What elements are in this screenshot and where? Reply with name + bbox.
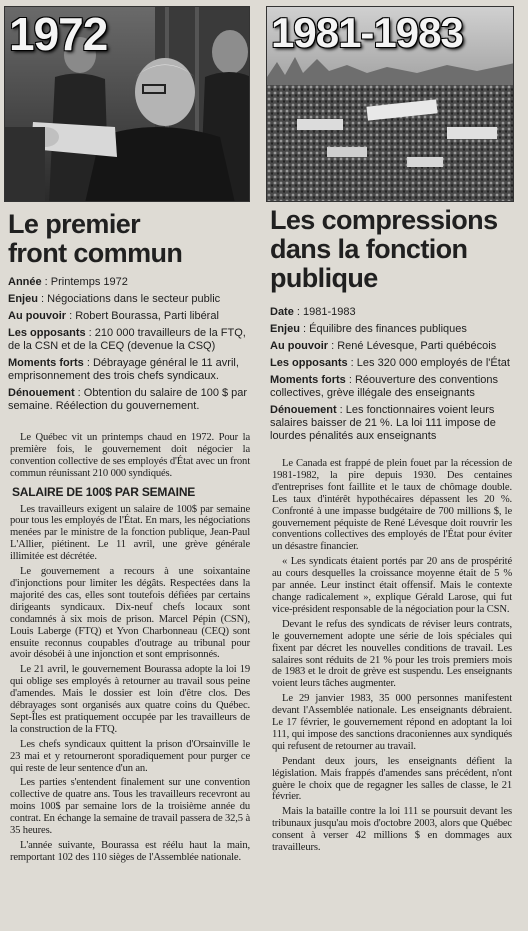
fact-value: Négociations dans le secteur public: [47, 293, 221, 305]
headline-line: Le premier: [8, 209, 141, 239]
headline: [8, 210, 182, 268]
headline-line: publique: [270, 263, 378, 293]
year-label: 1981-1983: [271, 9, 463, 56]
fact-label: Les opposants: [270, 357, 348, 369]
fact-label: Au pouvoir: [8, 310, 67, 322]
fact-row: Au pouvoir : Robert Bourassa, Parti libéral: [8, 310, 219, 322]
fact-row: Année : Printemps 1972: [8, 276, 128, 288]
fact-row: Enjeu : Négociations dans le secteur public: [8, 293, 221, 305]
fact-row: Les opposants : Les 320 000 employés de l'État: [270, 357, 510, 369]
fact-label: Année: [8, 276, 42, 288]
paragraph: Le gouvernement a recours à une soixantaine d'injonctions pour limiter les dégâts. Respectées dans la majorité des cas, elles sont toutefois défiées par certains dirigeants syndicaux. Dix-neuf chefs locaux sont condamnés à six mois de prison. Marcel Pépin (CSN), Louis Laberge (FTQ) et Yvon Charbonneau (CEQ) sont ensuite reconnus coupables d'outrage au tribunal pour avoir désobéi à une injonction et sont emprisonnés.: [10, 566, 250, 661]
fact-value: René Lévesque, Parti québécois: [337, 340, 497, 352]
fact-value: Réouverture des conventions collectives, grève illégale des enseignants: [270, 374, 499, 399]
fact-value: Équilibre des finances publiques: [309, 323, 467, 335]
fact-value: 210 000 travailleurs de la FTQ, de la CSN et de la CEQ (devenue la CSQ): [8, 327, 246, 352]
paragraph: Le 29 janvier 1983, 35 000 personnes manifestent devant l'Assemblée nationale. Les enseignants débraient. Le 17 février, le gouvernement répond en adoptant la loi 111, qui impose des sanctions draconiennes aux syndiqués qui refusent de retourner au travail.: [272, 693, 512, 752]
paragraph: Le 21 avril, le gouvernement Bourassa adopte la loi 19 qui oblige ses employés à retourner au travail sous peine d'amendes. Mais le dossier est loin d'être clos. Des débrayages sont organisés aux quatre coins du Québec. Sept-Îles est pratiquement occupée par les travailleurs de la construction de la FTQ.: [10, 664, 250, 735]
fact-value: 1981-1983: [303, 306, 356, 318]
article-1972: [4, 0, 256, 931]
fact-row: Les opposants : 210 000 travailleurs de la FTQ, de la CSN et de la CEQ (devenue la CSQ): [8, 327, 246, 352]
fact-value: Printemps 1972: [50, 276, 128, 288]
paragraph: Les travailleurs exigent un salaire de 100$ par semaine pour tous les employés de l'État. En mars, les négociations menées par le ministre de la fonction publique, Jean-Paul L'Allier, piétinent. Le 11 avril, une grève générale illimitée est décrétée.: [10, 503, 250, 563]
article-body: [10, 432, 250, 867]
fact-value: Débrayage général le 11 avril, emprisonnement des trois chefs syndicaux.: [8, 357, 239, 382]
year-label: 1972: [9, 8, 108, 60]
fact-label: Enjeu: [270, 323, 300, 335]
photo-1981-1983: [266, 6, 514, 202]
paragraph: Mais la bataille contre la loi 111 se poursuit devant les tribunaux jusqu'au mois d'octobre 2003, alors que Québec consent à verser 42 millions $ en dommages aux travailleurs.: [272, 806, 512, 854]
paragraph: Les chefs syndicaux quittent la prison d'Orsainville le 23 mai et y retourneront sporadiquement pour purger ce qui reste de leur sentence d'un an.: [10, 738, 250, 774]
fact-row: Moments forts : Débrayage général le 11 avril, emprisonnement des trois chefs syndicaux.: [8, 357, 239, 382]
fact-label: Dénouement: [8, 387, 75, 399]
subheading: SALAIRE DE 100$ PAR SEMAINE: [12, 484, 196, 499]
fact-row: Moments forts : Réouverture des conventions collectives, grève illégale des enseignants: [270, 374, 499, 399]
fact-label: Moments forts: [8, 357, 84, 369]
fact-value: Les 320 000 employés de l'État: [356, 357, 510, 369]
fact-value: Robert Bourassa, Parti libéral: [75, 310, 219, 322]
fact-box: [270, 306, 516, 447]
fact-value: Obtention du salaire de 100 $ par semaine. Réélection du gouvernement.: [8, 387, 248, 412]
fact-label: Au pouvoir: [270, 340, 329, 352]
fact-row: Au pouvoir : René Lévesque, Parti québécois: [270, 340, 497, 352]
fact-row: Enjeu : Équilibre des finances publiques: [270, 323, 467, 335]
fact-box: [8, 276, 254, 417]
article-body: [272, 458, 512, 857]
paragraph: L'année suivante, Bourassa est réélu haut la main, remportant 102 des 110 sièges de l'Assemblée nationale.: [10, 840, 250, 863]
fact-label: Enjeu: [8, 293, 38, 305]
fact-label: Moments forts: [270, 374, 346, 386]
paragraph: Pendant deux jours, les enseignants défient la législation. Mais frappés d'amendes sans précédent, n'ont guère le choix que de regagner les salles de classe, le 21 février.: [272, 755, 512, 803]
photo-1972: [4, 6, 250, 202]
headline-line: dans la fonction: [270, 234, 468, 264]
paragraph: Devant le refus des syndicats de réviser leurs contrats, le gouvernement adopte une série de lois spéciales qui fixent par décret les nouvelles conditions de travail. Les salaires sont réduits de 21 % pour les trois premiers mois de 1983 et le droit de grève est suspendu. Les enseignants voient leurs tâches augmenter.: [272, 618, 512, 690]
fact-row: Date : 1981-1983: [270, 306, 356, 318]
headline: [270, 206, 498, 293]
fact-label: Dénouement: [270, 404, 337, 416]
paragraph: « Les syndicats étaient portés par 20 ans de prospérité au cours desquelles la croissance moyenne était de 5 % par année. Leur instinct était offensif. Mais le contexte change radicalement », explique Gérald Larose, qui fut vice-président responsable de la négociation pour la CSN.: [272, 556, 512, 615]
paragraph: Le Québec vit un printemps chaud en 1972. Pour la première fois, le gouvernement doit négocier la convention collective de ses employés d'État avec un front commun réunissant 210 000 syndiqués.: [10, 432, 250, 479]
article-1981-1983: [266, 0, 518, 931]
paragraph: Le Canada est frappé de plein fouet par la récession de 1981-1982, la pire depuis 1930. Des centaines d'entreprises font faillite et le taux de chômage double. Les taux d'intérêt hypothécaires dépassent les 20 %. Confronté à une impasse budgétaire de 700 millions $, le gouvernement péquiste de René Lévesque doit rouvrir les conventions collectives des employés de l'État pour éviter un désastre financier.: [272, 458, 512, 553]
fact-row: Dénouement : Les fonctionnaires voient leurs salaires baisser de 21 %. La loi 111 impose de lourdes pénalités aux enseignants: [270, 404, 496, 442]
fact-value: Les fonctionnaires voient leurs salaires baisser de 21 %. La loi 111 impose de lourdes pénalités aux enseignants: [270, 404, 496, 442]
headline-line: Les compressions: [270, 205, 498, 235]
fact-label: Les opposants: [8, 327, 86, 339]
fact-label: Date: [270, 306, 294, 318]
fact-row: Dénouement : Obtention du salaire de 100 $ par semaine. Réélection du gouvernement.: [8, 387, 248, 412]
paragraph: Les parties s'entendent finalement sur une convention collective de quatre ans. Tous les travailleurs recevront au moins 100$ par semaine lors de la troisième année du contrat. En échange la semaine de travail passera de 32,5 à 35 heures.: [10, 777, 250, 837]
headline-line: front commun: [8, 238, 183, 268]
